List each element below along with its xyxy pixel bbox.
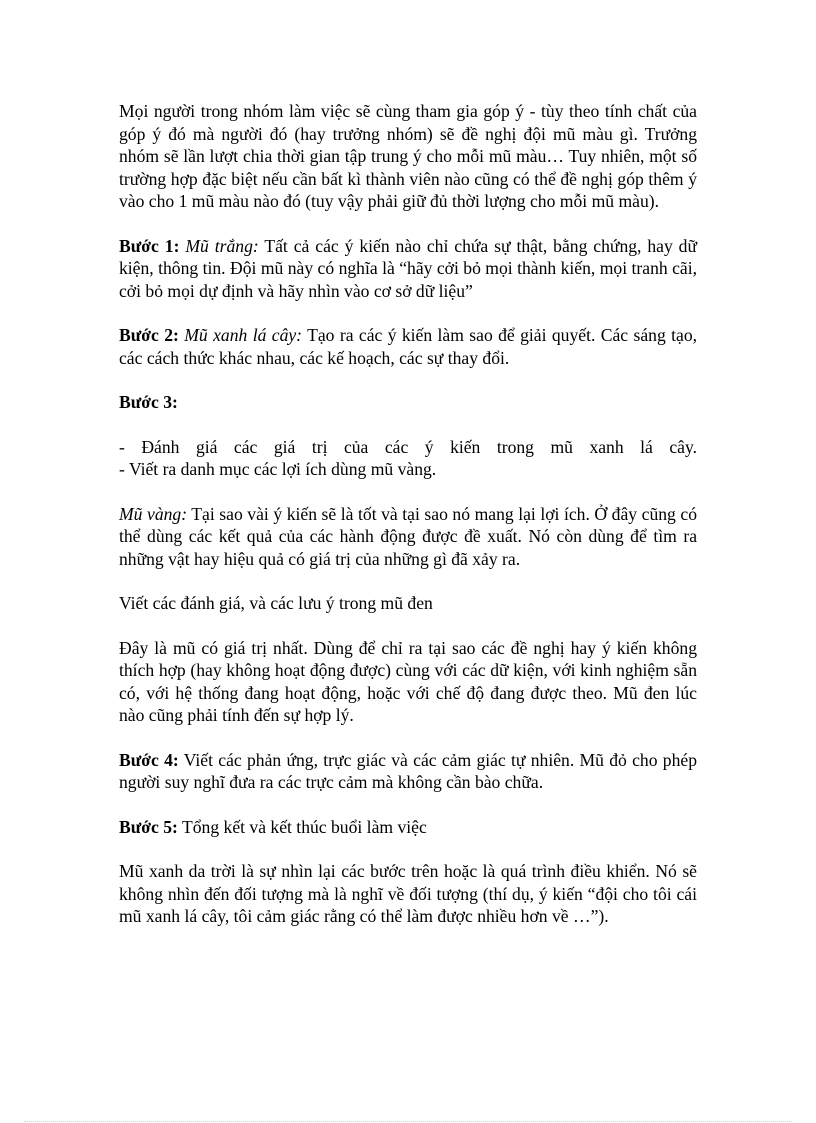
black-hat-paragraph: Đây là mũ có giá trị nhất. Dùng để chỉ ra tại sao các đề nghị hay ý kiến không thích hợp (hay không hoạt động được) cùng với các dữ kiện, với kinh nghiệm sẵn có, với hệ thống đang hoạt động, hoặc với chế độ đang được theo. Mũ đen lúc nào cũng phải tính đến sự hợp lý. (119, 637, 697, 725)
step4-label: Bước 4: (119, 749, 179, 770)
yellow-hat-text: Tại sao vài ý kiến sẽ là tốt và tại sao nó mang lại lợi ích. Ở đây cũng có thể dùng các kết quả của các hành động được đề xuất. Nó còn dùng để tìm ra những vật hay hiệu quả có giá trị của những gì đã xảy ra. (119, 503, 697, 569)
black-hat-intro: Viết các đánh giá, và các lưu ý trong mũ đen (119, 593, 433, 613)
yellow-hat-paragraph (119, 503, 697, 571)
step3-paragraph (119, 391, 697, 414)
step4-paragraph (119, 749, 697, 794)
step1-label: Bước 1: (119, 235, 180, 256)
step4-text: Viết các phản ứng, trực giác và các cảm giác tự nhiên. Mũ đỏ cho phép người suy nghĩ đưa ra các trực cảm mà không cần bào chữa. (119, 749, 697, 792)
step1-text: Tất cả các ý kiến nào chỉ chứa sự thật, bằng chứng, hay dữ kiện, thông tin. Đội mũ này có nghĩa là “hãy cởi bỏ mọi thành kiến, mọi tranh cãi, cởi bỏ mọi dự định và hãy nhìn vào cơ sở dữ liệu” (119, 235, 698, 301)
page-bottom-divider (24, 1121, 792, 1122)
step3-label: Bước 3: (119, 392, 178, 412)
step3-line1: - Đánh giá các giá trị của các ý kiến trong mũ xanh lá cây. (119, 436, 697, 457)
step3-list (119, 436, 697, 481)
green-hat-name: Mũ xanh lá cây: (184, 325, 303, 345)
yellow-hat-name: Mũ vàng: (119, 503, 188, 524)
document-body (119, 100, 697, 928)
step2-paragraph (119, 324, 697, 369)
blue-hat-paragraph: Mũ xanh da trời là sự nhìn lại các bước trên hoặc là quá trình điều khiển. Nó sẽ không nhìn đến đối tượng mà là nghĩ về đối tượng (thí dụ, ý kiến “đội cho tôi cái mũ xanh lá cây, tôi cảm giác rằng có thể làm được nhiều hơn về …”). (119, 861, 697, 926)
intro-paragraph: Mọi người trong nhóm làm việc sẽ cùng tham gia góp ý - tùy theo tính chất của góp ý đó mà người đó (hay trưởng nhóm) sẽ đề nghị đội mũ màu gì. Trưởng nhóm sẽ lần lượt chia thời gian tập trung ý cho mỗi mũ màu… Tuy nhiên, một số trường hợp đặc biệt nếu cần bất kì thành viên nào cũng có thể đề nghị góp thêm ý vào cho 1 mũ màu nào đó (tuy vậy phải giữ đủ thời lượng cho mỗi mũ màu). (119, 101, 697, 211)
step5-paragraph (119, 816, 697, 839)
step5-text: Tổng kết và kết thúc buổi làm việc (177, 816, 427, 837)
step2-label: Bước 2: (119, 325, 179, 345)
step2-text: Tạo ra các ý kiến làm sao để giải quyết. Các sáng tạo, các cách thức khác nhau, các kế hoạch, các sự thay đổi. (119, 325, 698, 368)
step3-line2: - Viết ra danh mục các lợi ích dùng mũ vàng. (119, 459, 437, 479)
white-hat-name: Mũ trắng: (185, 235, 259, 256)
step5-label: Bước 5: (119, 816, 178, 837)
step1-paragraph (119, 235, 697, 303)
